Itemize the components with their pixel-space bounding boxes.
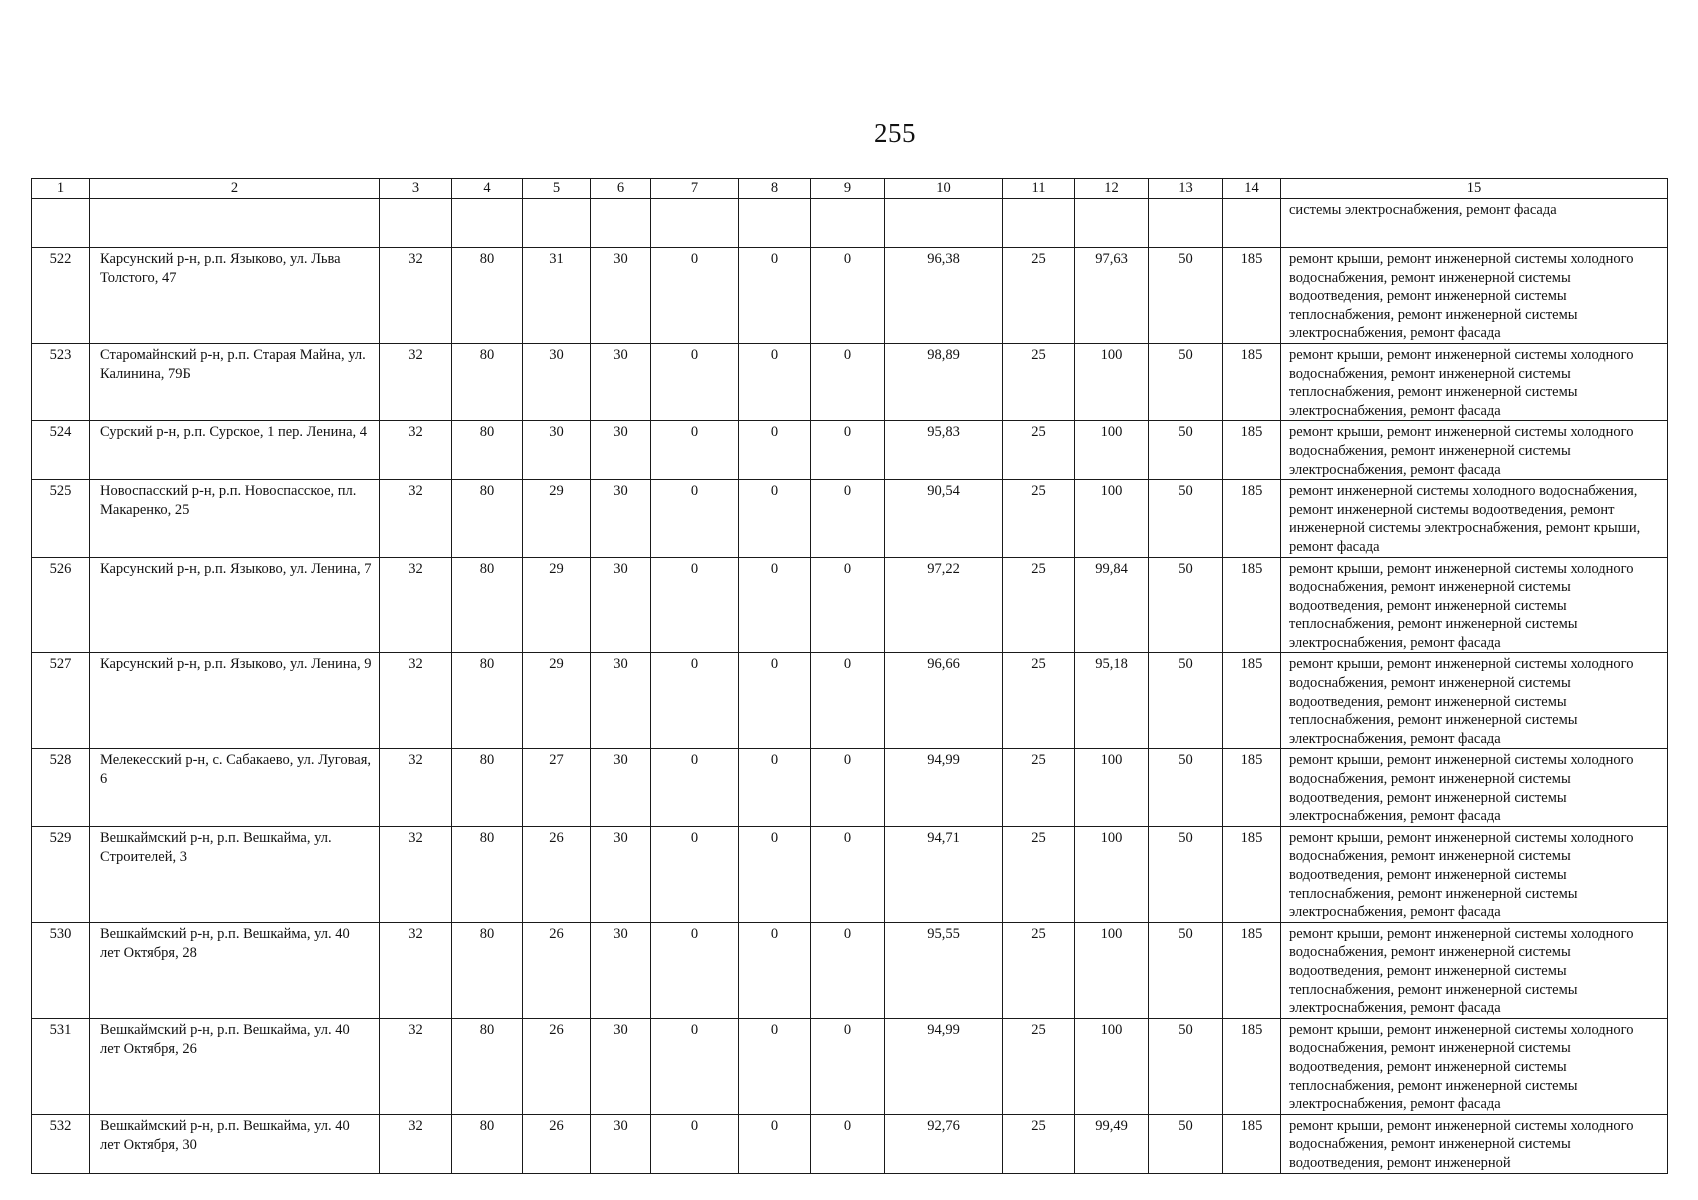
column-header: 6 xyxy=(591,179,651,199)
value-cell: 0 xyxy=(651,248,739,344)
value-cell: 30 xyxy=(591,1114,651,1173)
value-cell: 30 xyxy=(591,421,651,480)
column-header: 13 xyxy=(1149,179,1223,199)
value-cell: 50 xyxy=(1149,1114,1223,1173)
value-cell: 0 xyxy=(811,248,885,344)
value-cell: 32 xyxy=(380,749,452,826)
table-cell xyxy=(1003,199,1075,248)
value-cell: 32 xyxy=(380,653,452,749)
column-header: 12 xyxy=(1075,179,1149,199)
value-cell: 32 xyxy=(380,480,452,557)
value-cell: 0 xyxy=(811,480,885,557)
value-cell: 50 xyxy=(1149,922,1223,1018)
value-cell: 0 xyxy=(739,248,811,344)
column-header: 7 xyxy=(651,179,739,199)
value-cell: 32 xyxy=(380,826,452,922)
value-cell: 95,18 xyxy=(1075,653,1149,749)
address-cell: Вешкаймский р-н, р.п. Вешкайма, ул. 40 лет Октября, 30 xyxy=(90,1114,380,1173)
value-cell: 98,89 xyxy=(885,343,1003,420)
table-cell xyxy=(1223,199,1281,248)
value-cell: 0 xyxy=(811,922,885,1018)
value-cell: 30 xyxy=(523,421,591,480)
value-cell: 30 xyxy=(591,749,651,826)
value-cell: 32 xyxy=(380,922,452,1018)
address-cell: Мелекесский р-н, с. Сабакаево, ул. Луговая, 6 xyxy=(90,749,380,826)
housing-repair-table xyxy=(31,178,1668,1174)
table-cell xyxy=(1149,199,1223,248)
value-cell: 0 xyxy=(811,653,885,749)
works-cell: ремонт крыши, ремонт инженерной системы холодного водоснабжения, ремонт инженерной системы водоотведения, ремонт инженерной системы теплоснабжения, ремонт инженерной системы электроснабжения, ремонт фасада xyxy=(1281,922,1668,1018)
value-cell: 0 xyxy=(651,343,739,420)
row-number-cell: 532 xyxy=(32,1114,90,1173)
value-cell: 185 xyxy=(1223,557,1281,653)
column-header: 2 xyxy=(90,179,380,199)
column-header: 8 xyxy=(739,179,811,199)
value-cell: 25 xyxy=(1003,653,1075,749)
value-cell: 80 xyxy=(452,922,523,1018)
column-header: 1 xyxy=(32,179,90,199)
value-cell: 100 xyxy=(1075,922,1149,1018)
table-cell xyxy=(811,199,885,248)
value-cell: 25 xyxy=(1003,1114,1075,1173)
value-cell: 97,22 xyxy=(885,557,1003,653)
value-cell: 80 xyxy=(452,343,523,420)
value-cell: 0 xyxy=(811,1018,885,1114)
value-cell: 0 xyxy=(811,421,885,480)
value-cell: 32 xyxy=(380,557,452,653)
address-cell: Новоспасский р-н, р.п. Новоспасское, пл. Макаренко, 25 xyxy=(90,480,380,557)
row-number-cell: 525 xyxy=(32,480,90,557)
address-cell: Карсунский р-н, р.п. Языково, ул. Ленина, 7 xyxy=(90,557,380,653)
value-cell: 185 xyxy=(1223,749,1281,826)
value-cell: 0 xyxy=(651,1114,739,1173)
row-number-cell: 524 xyxy=(32,421,90,480)
row-number-cell: 527 xyxy=(32,653,90,749)
table-row xyxy=(32,1018,1668,1114)
value-cell: 25 xyxy=(1003,343,1075,420)
works-cell: ремонт крыши, ремонт инженерной системы холодного водоснабжения, ремонт инженерной системы водоотведения, ремонт инженерной системы теплоснабжения, ремонт инженерной системы электроснабжения, ремонт фасада xyxy=(1281,826,1668,922)
value-cell: 92,76 xyxy=(885,1114,1003,1173)
value-cell: 185 xyxy=(1223,653,1281,749)
value-cell: 30 xyxy=(523,343,591,420)
value-cell: 32 xyxy=(380,421,452,480)
address-cell: Вешкаймский р-н, р.п. Вешкайма, ул. Строителей, 3 xyxy=(90,826,380,922)
value-cell: 0 xyxy=(739,826,811,922)
works-cell: ремонт крыши, ремонт инженерной системы холодного водоснабжения, ремонт инженерной системы водоотведения, ремонт инженерной системы теплоснабжения, ремонт инженерной системы электроснабжения, ремонт фасада xyxy=(1281,1018,1668,1114)
value-cell: 0 xyxy=(739,557,811,653)
works-cell: ремонт крыши, ремонт инженерной системы холодного водоснабжения, ремонт инженерной системы водоотведения, ремонт инженерной системы теплоснабжения, ремонт инженерной системы электроснабжения, ремонт фасада xyxy=(1281,248,1668,344)
continuation-row xyxy=(32,199,1668,248)
value-cell: 95,83 xyxy=(885,421,1003,480)
table-cell xyxy=(380,199,452,248)
table-cell xyxy=(32,199,90,248)
value-cell: 25 xyxy=(1003,421,1075,480)
address-cell: Карсунский р-н, р.п. Языково, ул. Ленина, 9 xyxy=(90,653,380,749)
address-cell: Карсунский р-н, р.п. Языково, ул. Льва Толстого, 47 xyxy=(90,248,380,344)
value-cell: 0 xyxy=(739,343,811,420)
table-row xyxy=(32,1114,1668,1173)
value-cell: 26 xyxy=(523,1114,591,1173)
column-header: 9 xyxy=(811,179,885,199)
row-number-cell: 522 xyxy=(32,248,90,344)
value-cell: 95,55 xyxy=(885,922,1003,1018)
value-cell: 100 xyxy=(1075,421,1149,480)
column-header: 4 xyxy=(452,179,523,199)
value-cell: 94,99 xyxy=(885,1018,1003,1114)
value-cell: 80 xyxy=(452,480,523,557)
value-cell: 0 xyxy=(811,557,885,653)
value-cell: 25 xyxy=(1003,248,1075,344)
table-cell xyxy=(523,199,591,248)
table-cell xyxy=(90,199,380,248)
table-row xyxy=(32,557,1668,653)
value-cell: 25 xyxy=(1003,826,1075,922)
value-cell: 90,54 xyxy=(885,480,1003,557)
works-cell: ремонт крыши, ремонт инженерной системы холодного водоснабжения, ремонт инженерной системы водоотведения, ремонт инженерной xyxy=(1281,1114,1668,1173)
value-cell: 100 xyxy=(1075,826,1149,922)
value-cell: 0 xyxy=(811,826,885,922)
value-cell: 80 xyxy=(452,749,523,826)
value-cell: 26 xyxy=(523,826,591,922)
value-cell: 32 xyxy=(380,1018,452,1114)
value-cell: 80 xyxy=(452,557,523,653)
address-cell: Старомайнский р-н, р.п. Старая Майна, ул. Калинина, 79Б xyxy=(90,343,380,420)
value-cell: 29 xyxy=(523,653,591,749)
table-cell xyxy=(1075,199,1149,248)
works-cell: ремонт крыши, ремонт инженерной системы холодного водоснабжения, ремонт инженерной системы водоотведения, ремонт инженерной системы электроснабжения, ремонт фасада xyxy=(1281,749,1668,826)
value-cell: 26 xyxy=(523,922,591,1018)
table-cell xyxy=(651,199,739,248)
table-row xyxy=(32,922,1668,1018)
table-row xyxy=(32,248,1668,344)
works-cell: ремонт инженерной системы холодного водоснабжения, ремонт инженерной системы водоотведения, ремонт инженерной системы электроснабжения, ремонт крыши, ремонт фасада xyxy=(1281,480,1668,557)
address-cell: Сурский р-н, р.п. Сурское, 1 пер. Ленина, 4 xyxy=(90,421,380,480)
value-cell: 185 xyxy=(1223,421,1281,480)
value-cell: 100 xyxy=(1075,480,1149,557)
value-cell: 80 xyxy=(452,1114,523,1173)
value-cell: 32 xyxy=(380,1114,452,1173)
value-cell: 50 xyxy=(1149,826,1223,922)
table-row xyxy=(32,826,1668,922)
value-cell: 185 xyxy=(1223,1114,1281,1173)
value-cell: 32 xyxy=(380,343,452,420)
value-cell: 50 xyxy=(1149,1018,1223,1114)
value-cell: 0 xyxy=(739,653,811,749)
row-number-cell: 529 xyxy=(32,826,90,922)
works-cell: ремонт крыши, ремонт инженерной системы холодного водоснабжения, ремонт инженерной системы электроснабжения, ремонт фасада xyxy=(1281,421,1668,480)
table-row xyxy=(32,480,1668,557)
table-body xyxy=(32,199,1668,1174)
value-cell: 50 xyxy=(1149,248,1223,344)
works-cell: ремонт крыши, ремонт инженерной системы холодного водоснабжения, ремонт инженерной системы теплоснабжения, ремонт инженерной системы электроснабжения, ремонт фасада xyxy=(1281,343,1668,420)
value-cell: 0 xyxy=(811,749,885,826)
row-number-cell: 526 xyxy=(32,557,90,653)
column-header: 14 xyxy=(1223,179,1281,199)
value-cell: 30 xyxy=(591,1018,651,1114)
value-cell: 99,49 xyxy=(1075,1114,1149,1173)
value-cell: 97,63 xyxy=(1075,248,1149,344)
works-cell: ремонт крыши, ремонт инженерной системы холодного водоснабжения, ремонт инженерной системы водоотведения, ремонт инженерной системы теплоснабжения, ремонт инженерной системы электроснабжения, ремонт фасада xyxy=(1281,653,1668,749)
address-cell: Вешкаймский р-н, р.п. Вешкайма, ул. 40 лет Октября, 28 xyxy=(90,922,380,1018)
value-cell: 29 xyxy=(523,557,591,653)
value-cell: 25 xyxy=(1003,480,1075,557)
value-cell: 50 xyxy=(1149,421,1223,480)
value-cell: 0 xyxy=(739,480,811,557)
value-cell: 80 xyxy=(452,1018,523,1114)
page-number: 255 xyxy=(874,118,916,148)
value-cell: 185 xyxy=(1223,1018,1281,1114)
value-cell: 25 xyxy=(1003,557,1075,653)
value-cell: 185 xyxy=(1223,248,1281,344)
column-header: 3 xyxy=(380,179,452,199)
value-cell: 0 xyxy=(811,343,885,420)
value-cell: 50 xyxy=(1149,480,1223,557)
value-cell: 100 xyxy=(1075,343,1149,420)
value-cell: 30 xyxy=(591,653,651,749)
value-cell: 50 xyxy=(1149,749,1223,826)
value-cell: 25 xyxy=(1003,1018,1075,1114)
table-row xyxy=(32,343,1668,420)
value-cell: 0 xyxy=(651,749,739,826)
value-cell: 0 xyxy=(739,1018,811,1114)
value-cell: 94,99 xyxy=(885,749,1003,826)
value-cell: 25 xyxy=(1003,749,1075,826)
value-cell: 94,71 xyxy=(885,826,1003,922)
table-cell xyxy=(591,199,651,248)
value-cell: 0 xyxy=(651,557,739,653)
value-cell: 31 xyxy=(523,248,591,344)
value-cell: 50 xyxy=(1149,557,1223,653)
value-cell: 0 xyxy=(651,421,739,480)
table-cell xyxy=(885,199,1003,248)
value-cell: 0 xyxy=(739,1114,811,1173)
address-cell: Вешкаймский р-н, р.п. Вешкайма, ул. 40 лет Октября, 26 xyxy=(90,1018,380,1114)
value-cell: 0 xyxy=(651,1018,739,1114)
value-cell: 30 xyxy=(591,248,651,344)
works-cell: ремонт крыши, ремонт инженерной системы холодного водоснабжения, ремонт инженерной системы водоотведения, ремонт инженерной системы теплоснабжения, ремонт инженерной системы электроснабжения, ремонт фасада xyxy=(1281,557,1668,653)
value-cell: 26 xyxy=(523,1018,591,1114)
table-cell xyxy=(739,199,811,248)
value-cell: 0 xyxy=(651,922,739,1018)
value-cell: 30 xyxy=(591,922,651,1018)
row-number-cell: 528 xyxy=(32,749,90,826)
value-cell: 0 xyxy=(739,421,811,480)
value-cell: 80 xyxy=(452,653,523,749)
value-cell: 30 xyxy=(591,826,651,922)
value-cell: 0 xyxy=(811,1114,885,1173)
value-cell: 185 xyxy=(1223,922,1281,1018)
value-cell: 185 xyxy=(1223,826,1281,922)
value-cell: 80 xyxy=(452,421,523,480)
table-row xyxy=(32,653,1668,749)
table-row xyxy=(32,421,1668,480)
value-cell: 29 xyxy=(523,480,591,557)
value-cell: 32 xyxy=(380,248,452,344)
value-cell: 30 xyxy=(591,557,651,653)
works-cell: системы электроснабжения, ремонт фасада xyxy=(1281,199,1668,248)
row-number-cell: 523 xyxy=(32,343,90,420)
value-cell: 185 xyxy=(1223,480,1281,557)
value-cell: 0 xyxy=(739,922,811,1018)
value-cell: 30 xyxy=(591,480,651,557)
row-number-cell: 531 xyxy=(32,1018,90,1114)
value-cell: 27 xyxy=(523,749,591,826)
column-number-header xyxy=(32,179,1668,199)
value-cell: 185 xyxy=(1223,343,1281,420)
value-cell: 50 xyxy=(1149,653,1223,749)
column-header: 10 xyxy=(885,179,1003,199)
value-cell: 80 xyxy=(452,248,523,344)
value-cell: 0 xyxy=(651,826,739,922)
value-cell: 25 xyxy=(1003,922,1075,1018)
value-cell: 0 xyxy=(651,653,739,749)
value-cell: 50 xyxy=(1149,343,1223,420)
value-cell: 99,84 xyxy=(1075,557,1149,653)
value-cell: 80 xyxy=(452,826,523,922)
row-number-cell: 530 xyxy=(32,922,90,1018)
column-header: 5 xyxy=(523,179,591,199)
value-cell: 96,66 xyxy=(885,653,1003,749)
column-header: 11 xyxy=(1003,179,1075,199)
value-cell: 0 xyxy=(651,480,739,557)
column-header: 15 xyxy=(1281,179,1668,199)
table-cell xyxy=(452,199,523,248)
table-row xyxy=(32,749,1668,826)
value-cell: 96,38 xyxy=(885,248,1003,344)
value-cell: 100 xyxy=(1075,749,1149,826)
value-cell: 30 xyxy=(591,343,651,420)
value-cell: 100 xyxy=(1075,1018,1149,1114)
column-number-row xyxy=(32,179,1668,199)
value-cell: 0 xyxy=(739,749,811,826)
